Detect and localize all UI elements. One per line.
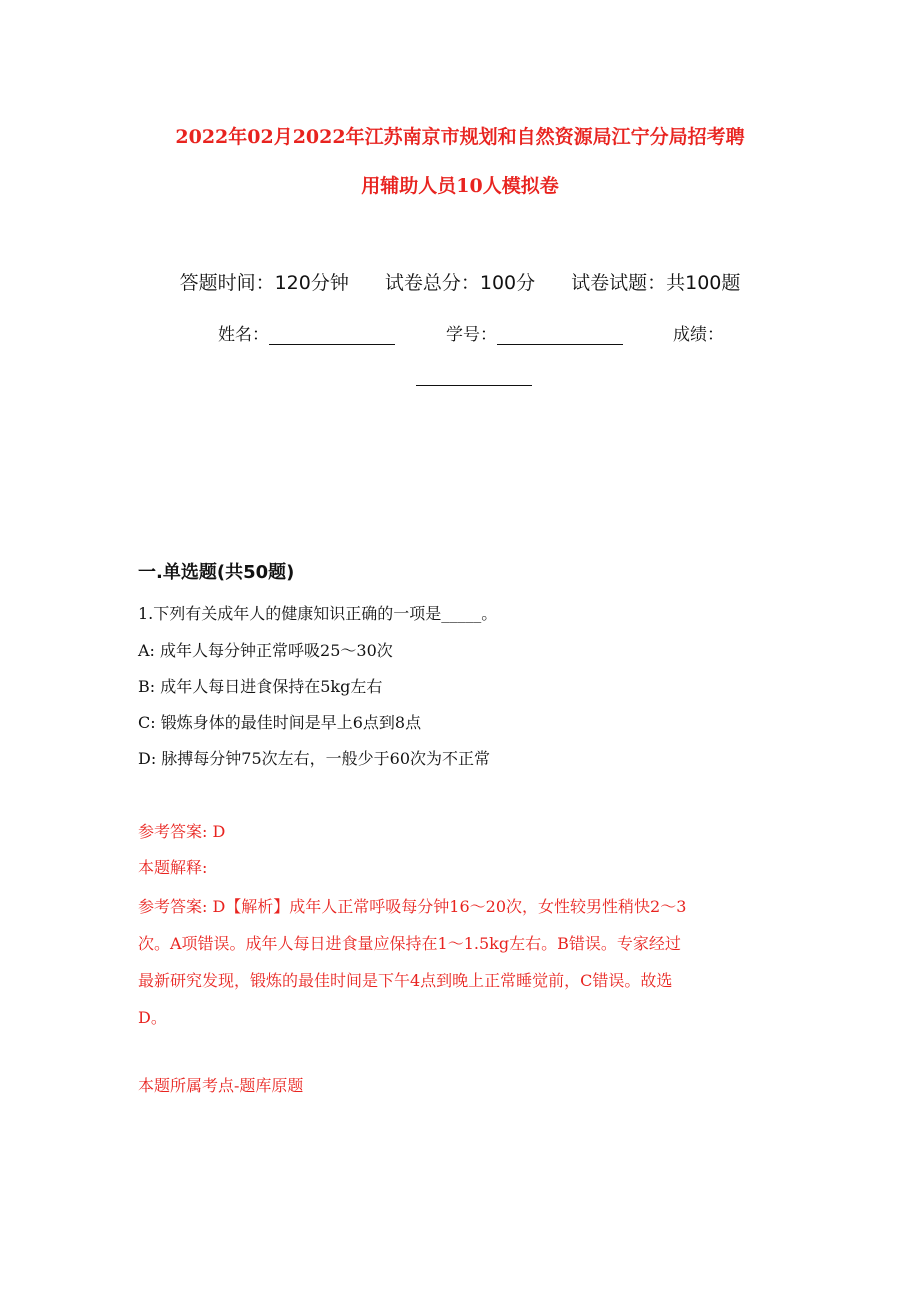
score-field <box>673 320 724 345</box>
explanation-line: 参考答案: D【解析】成年人正常呼吸每分钟16～20次，女性较男性稍快2～3 <box>138 897 687 916</box>
score-label: 成绩： <box>673 325 724 345</box>
option-b: B: 成年人每日进食保持在5kg左右 <box>138 677 383 696</box>
exam-time: 答题时间：120分钟 <box>179 272 349 294</box>
student-id-field <box>446 320 623 345</box>
exam-question-count: 试卷试题：共100题 <box>571 272 741 294</box>
option-d: D: 脉搏每分钟75次左右，一般少于60次为不正常 <box>138 749 491 768</box>
exam-total-score: 试卷总分：100分 <box>384 272 536 294</box>
section-heading: 一.单选题(共50题) <box>138 562 295 583</box>
score-blank[interactable] <box>416 385 532 386</box>
option-c: C: 锻炼身体的最佳时间是早上6点到8点 <box>138 713 422 732</box>
document-title-line-1: 2022年02月2022年江苏南京市规划和自然资源局江宁分局招考聘 <box>175 126 745 148</box>
exam-meta <box>0 268 920 295</box>
answer-line: 参考答案: D <box>138 822 226 841</box>
document-title-line-2: 用辅助人员10人模拟卷 <box>361 175 559 197</box>
name-label: 姓名： <box>218 325 269 345</box>
explanation-text <box>138 888 778 1036</box>
student-id-blank[interactable] <box>497 326 623 345</box>
question-stem: 1.下列有关成年人的健康知识正确的一项是_____。 <box>138 604 498 623</box>
explanation-label: 本题解释: <box>138 858 208 877</box>
explanation-line: 次。A项错误。成年人每日进食量应保持在1～1.5kg左右。B错误。专家经过 <box>138 934 681 953</box>
question-source: 本题所属考点-题库原题 <box>138 1076 304 1095</box>
student-id-label: 学号： <box>446 325 497 345</box>
explanation-line: D。 <box>138 1008 167 1027</box>
explanation-line: 最新研究发现，锻炼的最佳时间是下午4点到晚上正常睡觉前，C错误。故选 <box>138 971 673 990</box>
name-blank[interactable] <box>269 326 395 345</box>
option-a: A: 成年人每分钟正常呼吸25～30次 <box>138 641 393 660</box>
name-field <box>218 320 395 345</box>
